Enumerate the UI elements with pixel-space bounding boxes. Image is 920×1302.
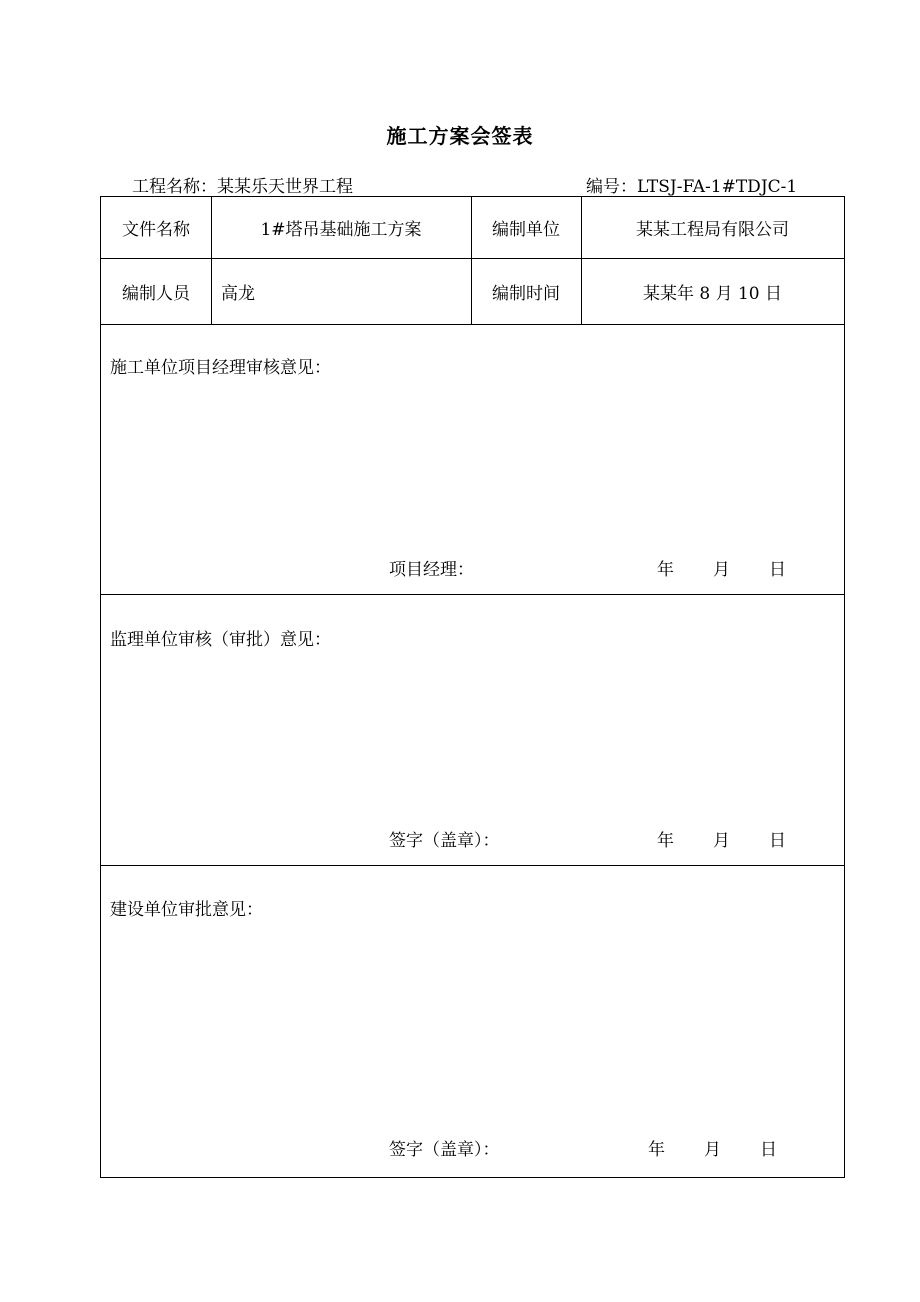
owner-date-month: 月 [704,1140,721,1160]
document-code: 编号：LTSJ-FA-1#TDJC-1 [586,177,798,197]
file-name-label: 文件名称 [122,220,190,240]
supervision-date-month: 月 [713,831,730,851]
author-value: 高龙 [221,283,255,304]
contractor-date-year: 年 [657,560,674,580]
supervision-review-label: 监理单位审核（审批）意见： [110,630,331,650]
owner-date-year: 年 [648,1140,665,1160]
owner-signer-label: 签字（盖章）： [389,1140,500,1160]
file-name-value: 1#塔吊基础施工方案 [260,220,422,240]
row-divider [101,324,844,325]
supervision-signer-label: 签字（盖章）： [389,831,500,851]
compiling-unit-value: 某某工程局有限公司 [636,220,789,240]
section-divider [101,865,844,866]
sign-off-form [100,196,845,1178]
owner-date-day: 日 [760,1140,777,1160]
contractor-date-day: 日 [769,560,786,580]
document-title: 施工方案会签表 [386,124,534,148]
owner-review-label: 建设单位审批意见： [110,900,263,920]
section-divider [101,594,844,595]
supervision-date-day: 日 [769,831,786,851]
contractor-date-month: 月 [713,560,730,580]
author-label: 编制人员 [122,283,190,304]
compile-time-value: 某某年 8 月 10 日 [642,283,783,304]
contractor-signer-label: 项目经理： [389,560,474,580]
supervision-date-year: 年 [657,831,674,851]
contractor-review-label: 施工单位项目经理审核意见： [110,358,331,378]
project-name: 工程名称：某某乐天世界工程 [132,177,353,197]
compile-time-label: 编制时间 [492,283,560,304]
compiling-unit-label: 编制单位 [492,220,560,240]
